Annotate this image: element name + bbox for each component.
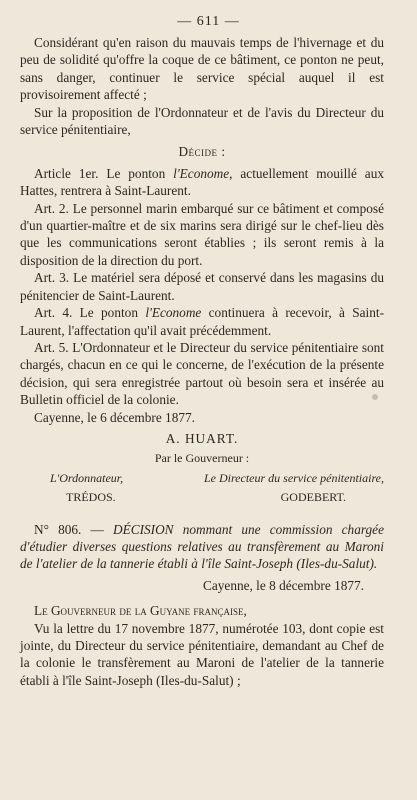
date-line-1: Cayenne, le 6 décembre 1877. <box>34 409 195 425</box>
article-4-ship-name: l'Econome <box>145 305 202 321</box>
article-2: Art. 2. Le personnel marin embarqué sur ce bâtiment et composé d'un quartier-maître et de six marins sera dirigé sur le chef-lieu dès que les communications seront établies ; ils seront remis à la disposition de la direction du port. <box>20 200 384 268</box>
article-1-text-a: Article 1er. Le ponton <box>34 165 174 181</box>
paragraph-considerant: Considérant qu'en raison du mauvais temps de l'hivernage et du peu de solidité qu'offre la coque de ce bâtiment, ce ponton ne peut, sans danger, continuer le service spécial auquel il est provisoirement affecté ; <box>20 35 384 103</box>
signature-titles <box>20 470 384 487</box>
page-number: — 611 — <box>177 14 240 29</box>
article-3: Art. 3. Le matériel sera déposé et conservé dans les magasins du pénitencier de Saint-Laurent. <box>20 270 384 303</box>
signature-names <box>20 489 384 506</box>
article-5: Art. 5. L'Ordonnateur et le Directeur du service pénitentiaire sont chargés, chacun en ce qui le concerne, de l'exécution de la présente décision, qui sera enregistrée partout où besoin sera et insérée au Bulletin officiel de la colonie. <box>20 339 384 408</box>
article-1 <box>20 165 384 200</box>
decision-heading <box>20 521 384 573</box>
article-4-text-a: Art. 4. Le ponton <box>34 305 146 321</box>
signature-left-name: TRÉDOS. <box>66 490 116 505</box>
article-4 <box>20 304 384 339</box>
decision-title: DÉCISION nommant une commission chargée d'étudier diverses questions relatives au transfèrement au Maroni de l'atelier de la tannerie établi à l'île Saint-Joseph (Iles-du-Salut). <box>20 521 384 572</box>
signature-right-title: Le Directeur du service pénitentiaire, <box>203 470 384 485</box>
decide-heading: Décide : <box>178 144 226 160</box>
par-le-gouverneur: Par le Gouverneur : <box>154 451 250 466</box>
signature-left-title: L'Ordonnateur, <box>50 470 124 485</box>
article-1-ship-name: l'Econome <box>173 165 230 181</box>
paragraph-proposition: Sur la proposition de l'Ordonnateur et de l'avis du Directeur du service pénitentiaire, <box>20 104 384 138</box>
paragraph-vu-la-lettre: Vu la lettre du 17 novembre 1877, numérotée 103, dont copie est jointe, du Directeur du service pénitentiaire, demandant au Chef de la colonie le transfèrement au Maroni de l'atelier de la tannerie établi à l'île Saint-Joseph (Iles-du-Salut) ; <box>20 620 384 688</box>
signature-right-name: GODEBERT. <box>280 490 346 505</box>
date-line-2: Cayenne, le 8 décembre 1877. <box>203 577 364 593</box>
ink-spot <box>372 394 378 400</box>
decision-number: N° 806. — <box>34 521 113 537</box>
article-4-text-b: continuera à recevoir, à Saint-Laurent, l'affectation qu'il avait précédemment. <box>20 305 385 338</box>
gouverneur-header: Le Gouverneur de la Guyane française, <box>34 603 247 619</box>
article-1-text-b: , actuellement mouillé aux Hattes, rentrera à Saint-Laurent. <box>20 165 384 199</box>
document-body <box>20 34 384 689</box>
signer-name: A. HUART. <box>165 430 239 446</box>
